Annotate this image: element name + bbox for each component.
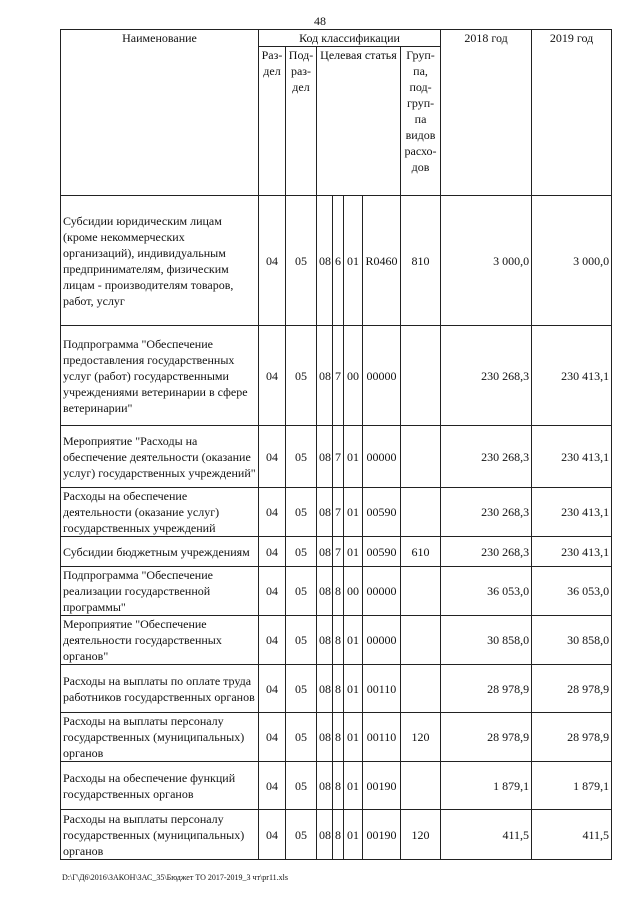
expense-group-cell: 610 (401, 537, 441, 567)
amount-2019-cell: 230 413,1 (532, 537, 612, 567)
expense-group-cell: 120 (401, 810, 441, 860)
target-event-cell: 01 (344, 196, 363, 326)
amount-2019-cell: 30 858,0 (532, 616, 612, 665)
target-program-cell: 08 (317, 616, 333, 665)
amount-2019-cell: 411,5 (532, 810, 612, 860)
header-year-2018: 2018 год (441, 30, 532, 196)
podrazdel-cell: 05 (286, 426, 317, 488)
table-row (61, 537, 612, 567)
row-name: Субсидии бюджетным учреждениям (61, 537, 259, 567)
expense-group-cell: 810 (401, 196, 441, 326)
header-year-2019: 2019 год (532, 30, 612, 196)
target-subprogram-cell: 8 (333, 713, 344, 762)
amount-2018-cell: 230 268,3 (441, 326, 532, 426)
amount-2019-cell: 230 413,1 (532, 326, 612, 426)
target-direction-cell: 00190 (363, 762, 401, 810)
target-direction-cell: 00590 (363, 488, 401, 537)
header-row-top (61, 30, 612, 47)
header-name: Наименование (61, 30, 259, 196)
row-name: Расходы на выплаты персоналу государственных (муниципальных) органов (61, 713, 259, 762)
header-gruppa: Груп- па, под- груп- па видов расхо- дов (401, 47, 441, 196)
podrazdel-cell: 05 (286, 713, 317, 762)
header-code-group: Код классификации (259, 30, 441, 47)
amount-2018-cell: 28 978,9 (441, 713, 532, 762)
row-name: Мероприятие "Обеспечение деятельности государственных органов" (61, 616, 259, 665)
expense-group-cell (401, 762, 441, 810)
razdel-cell: 04 (259, 196, 286, 326)
target-direction-cell: 00000 (363, 616, 401, 665)
header-tselevaya-statya: Целевая статья (317, 47, 401, 196)
target-direction-cell: 00110 (363, 713, 401, 762)
budget-table (60, 29, 612, 860)
target-event-cell: 01 (344, 616, 363, 665)
target-direction-cell: 00000 (363, 326, 401, 426)
table-row (61, 713, 612, 762)
razdel-cell: 04 (259, 488, 286, 537)
amount-2018-cell: 28 978,9 (441, 665, 532, 713)
target-subprogram-cell: 8 (333, 567, 344, 616)
expense-group-cell: 120 (401, 713, 441, 762)
amount-2019-cell: 230 413,1 (532, 488, 612, 537)
target-subprogram-cell: 7 (333, 537, 344, 567)
target-program-cell: 08 (317, 426, 333, 488)
amount-2018-cell: 230 268,3 (441, 488, 532, 537)
expense-group-cell (401, 326, 441, 426)
expense-group-cell (401, 488, 441, 537)
amount-2018-cell: 1 879,1 (441, 762, 532, 810)
table-row (61, 810, 612, 860)
table-row (61, 616, 612, 665)
podrazdel-cell: 05 (286, 762, 317, 810)
razdel-cell: 04 (259, 665, 286, 713)
target-program-cell: 08 (317, 713, 333, 762)
target-direction-cell: 00000 (363, 426, 401, 488)
amount-2018-cell: 3 000,0 (441, 196, 532, 326)
header-podrazdel: Под- раз- дел (286, 47, 317, 196)
expense-group-cell (401, 665, 441, 713)
amount-2018-cell: 411,5 (441, 810, 532, 860)
target-subprogram-cell: 6 (333, 196, 344, 326)
amount-2018-cell: 36 053,0 (441, 567, 532, 616)
razdel-cell: 04 (259, 326, 286, 426)
amount-2019-cell: 28 978,9 (532, 665, 612, 713)
razdel-cell: 04 (259, 810, 286, 860)
amount-2019-cell: 36 053,0 (532, 567, 612, 616)
target-direction-cell: R0460 (363, 196, 401, 326)
podrazdel-cell: 05 (286, 196, 317, 326)
target-program-cell: 08 (317, 810, 333, 860)
amount-2019-cell: 28 978,9 (532, 713, 612, 762)
amount-2019-cell: 3 000,0 (532, 196, 612, 326)
target-subprogram-cell: 8 (333, 762, 344, 810)
table-row (61, 488, 612, 537)
target-event-cell: 01 (344, 810, 363, 860)
target-event-cell: 01 (344, 762, 363, 810)
target-subprogram-cell: 7 (333, 326, 344, 426)
expense-group-cell (401, 616, 441, 665)
target-event-cell: 00 (344, 567, 363, 616)
target-program-cell: 08 (317, 326, 333, 426)
target-program-cell: 08 (317, 537, 333, 567)
target-program-cell: 08 (317, 488, 333, 537)
file-path-footer: D:\Г\Д6\2016\ЗАКОН\ЗАС_35\Бюджет ТО 2017-2019_3 чт\pr11.xls (62, 873, 288, 882)
target-program-cell: 08 (317, 665, 333, 713)
amount-2018-cell: 230 268,3 (441, 426, 532, 488)
amount-2018-cell: 30 858,0 (441, 616, 532, 665)
table-row (61, 762, 612, 810)
target-event-cell: 00 (344, 326, 363, 426)
row-name: Расходы на выплаты по оплате труда работников государственных органов (61, 665, 259, 713)
podrazdel-cell: 05 (286, 488, 317, 537)
podrazdel-cell: 05 (286, 810, 317, 860)
podrazdel-cell: 05 (286, 616, 317, 665)
target-program-cell: 08 (317, 567, 333, 616)
podrazdel-cell: 05 (286, 665, 317, 713)
expense-group-cell (401, 567, 441, 616)
table-row (61, 426, 612, 488)
target-subprogram-cell: 8 (333, 616, 344, 665)
podrazdel-cell: 05 (286, 537, 317, 567)
razdel-cell: 04 (259, 616, 286, 665)
target-event-cell: 01 (344, 488, 363, 537)
table-row (61, 326, 612, 426)
row-name: Мероприятие "Расходы на обеспечение деятельности (оказание услуг) государственных учреждений" (61, 426, 259, 488)
razdel-cell: 04 (259, 426, 286, 488)
target-direction-cell: 00110 (363, 665, 401, 713)
row-name: Подпрограмма "Обеспечение реализации государственной программы" (61, 567, 259, 616)
row-name: Субсидии юридическим лицам (кроме некоммерческих организаций), индивидуальным предпринимателям, физическим лицам - производителям товаров, работ, услуг (61, 196, 259, 326)
target-direction-cell: 00590 (363, 537, 401, 567)
target-event-cell: 01 (344, 713, 363, 762)
page-number: 48 (314, 14, 326, 28)
target-event-cell: 01 (344, 426, 363, 488)
row-name: Расходы на обеспечение функций государственных органов (61, 762, 259, 810)
amount-2018-cell: 230 268,3 (441, 537, 532, 567)
target-direction-cell: 00190 (363, 810, 401, 860)
amount-2019-cell: 1 879,1 (532, 762, 612, 810)
razdel-cell: 04 (259, 762, 286, 810)
razdel-cell: 04 (259, 567, 286, 616)
table-row (61, 567, 612, 616)
target-subprogram-cell: 8 (333, 665, 344, 713)
table-row (61, 665, 612, 713)
target-event-cell: 01 (344, 537, 363, 567)
target-program-cell: 08 (317, 196, 333, 326)
target-direction-cell: 00000 (363, 567, 401, 616)
target-subprogram-cell: 7 (333, 488, 344, 537)
table-row (61, 196, 612, 326)
target-subprogram-cell: 7 (333, 426, 344, 488)
row-name: Подпрограмма "Обеспечение предоставления государственных услуг (работ) государственными учреждениями ветеринарии в сфере ветеринарии" (61, 326, 259, 426)
razdel-cell: 04 (259, 713, 286, 762)
target-subprogram-cell: 8 (333, 810, 344, 860)
target-program-cell: 08 (317, 762, 333, 810)
header-razdel: Раз- дел (259, 47, 286, 196)
row-name: Расходы на обеспечение деятельности (оказание услуг) государственных учреждений (61, 488, 259, 537)
target-event-cell: 01 (344, 665, 363, 713)
row-name: Расходы на выплаты персоналу государственных (муниципальных) органов (61, 810, 259, 860)
podrazdel-cell: 05 (286, 567, 317, 616)
expense-group-cell (401, 426, 441, 488)
podrazdel-cell: 05 (286, 326, 317, 426)
razdel-cell: 04 (259, 537, 286, 567)
amount-2019-cell: 230 413,1 (532, 426, 612, 488)
